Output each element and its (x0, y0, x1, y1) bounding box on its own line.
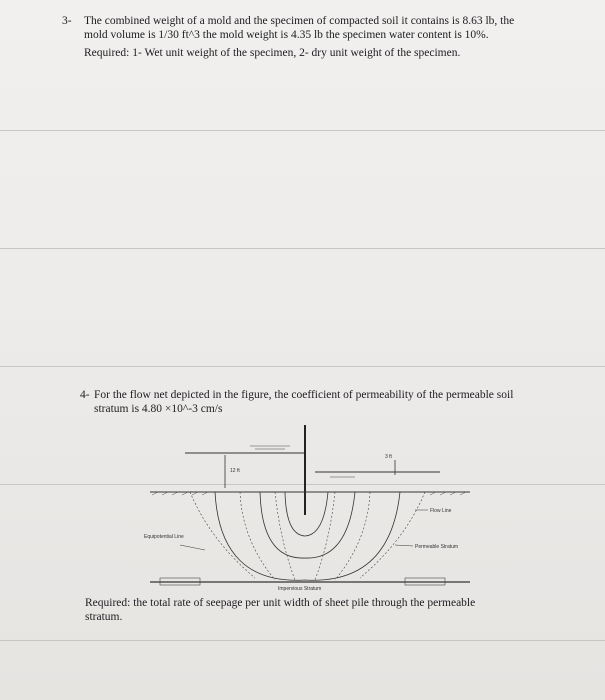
question-3 (62, 14, 532, 60)
left-depth-label: 12 ft (230, 468, 240, 474)
equipotential-line (275, 492, 295, 580)
question-4 (80, 388, 530, 416)
equipotential-line (240, 492, 275, 580)
equipotential-line (360, 492, 425, 578)
equipotential-line (315, 492, 335, 580)
question-3-text: The combined weight of a mold and the specimen of compacted soil it contains is 8.63 lb, the mold volume is 1/30 ft^3 the mold weight is 4.35 lb the specimen water content is 10%. (84, 15, 515, 41)
equipotential-line (335, 492, 370, 580)
question-4-required: Required: the total rate of seepage per unit width of sheet pile through the permeable stratum. (85, 597, 476, 623)
equipotential-line-label: Equipotential Line (144, 534, 184, 540)
flow-line-inner (285, 492, 328, 536)
page-rule (0, 130, 605, 131)
question-3-number: 3- (62, 15, 72, 27)
page-rule (0, 248, 605, 249)
flow-line-label: Flow Line (430, 508, 452, 514)
permeable-stratum-label: Permeable Stratum (415, 544, 459, 550)
page-rule (0, 366, 605, 367)
flow-line-middle (260, 492, 355, 558)
impervious-stratum-label: Impervious Stratum (278, 586, 322, 592)
flow-net-figure (130, 420, 500, 595)
page-rule (0, 640, 605, 641)
flow-net-diagram (130, 420, 500, 595)
question-3-required: Required: 1- Wet unit weight of the specimen, 2- dry unit weight of the specimen. (84, 47, 461, 59)
permeable-stratum-pointer (395, 545, 413, 546)
question-4-number: 4- (80, 389, 90, 401)
equipotential-pointer (180, 545, 205, 550)
question-4-text: For the flow net depicted in the figure, the coefficient of permeability of the permeable soil stratum is 4.80 ×10^-3 cm/s (94, 389, 514, 415)
right-depth-label: 3 ft (385, 454, 392, 460)
